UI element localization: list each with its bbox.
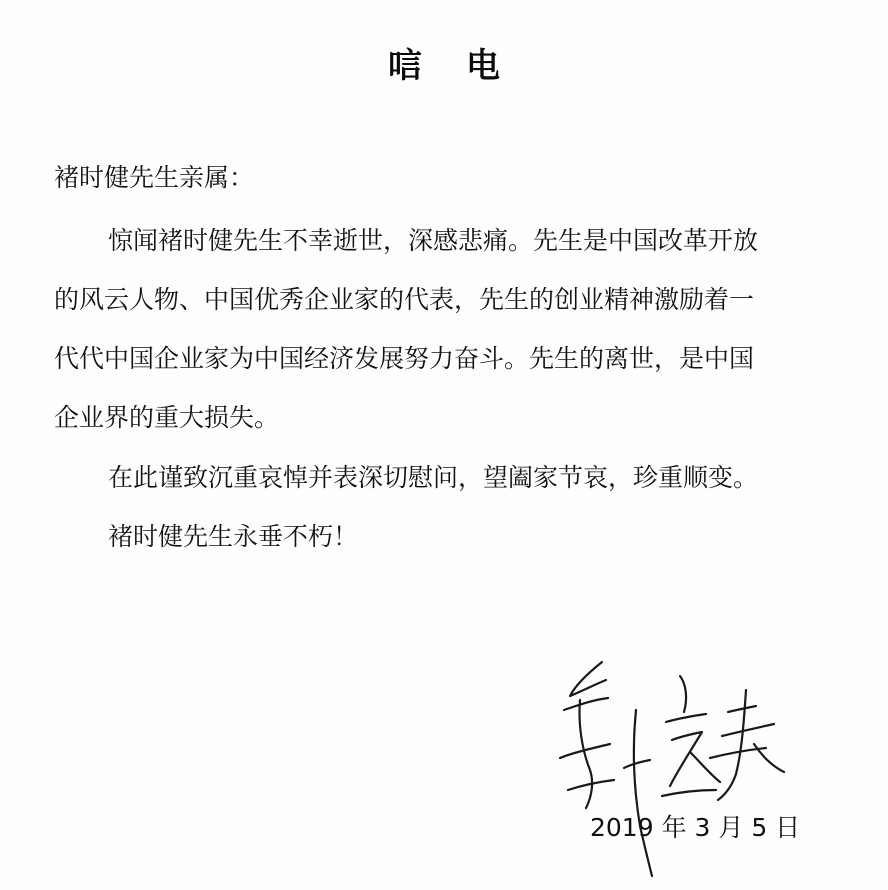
document-title: 唁电 (388, 46, 544, 86)
body-line-3: 代代中国企业家为中国经济发展努力奋斗。先生的离世，是中国 (54, 344, 755, 373)
body-line-4: 企业界的重大损失。 (54, 403, 280, 432)
handwritten-signature (540, 640, 800, 880)
date: 2019 年 3 月 5 日 (590, 813, 801, 842)
closing-tribute: 褚时健先生永垂不朽！ (108, 522, 359, 551)
closing-condolence: 在此谨致沉重哀悼并表深切慰问，望阖家节哀，珍重顺变。 (108, 463, 759, 492)
salutation: 褚时健先生亲属： (54, 163, 255, 192)
body-line-1: 惊闻褚时健先生不幸逝世，深感悲痛。先生是中国改革开放 (108, 226, 759, 255)
body-line-2: 的风云人物、中国优秀企业家的代表，先生的创业精神激励着一 (54, 285, 755, 314)
